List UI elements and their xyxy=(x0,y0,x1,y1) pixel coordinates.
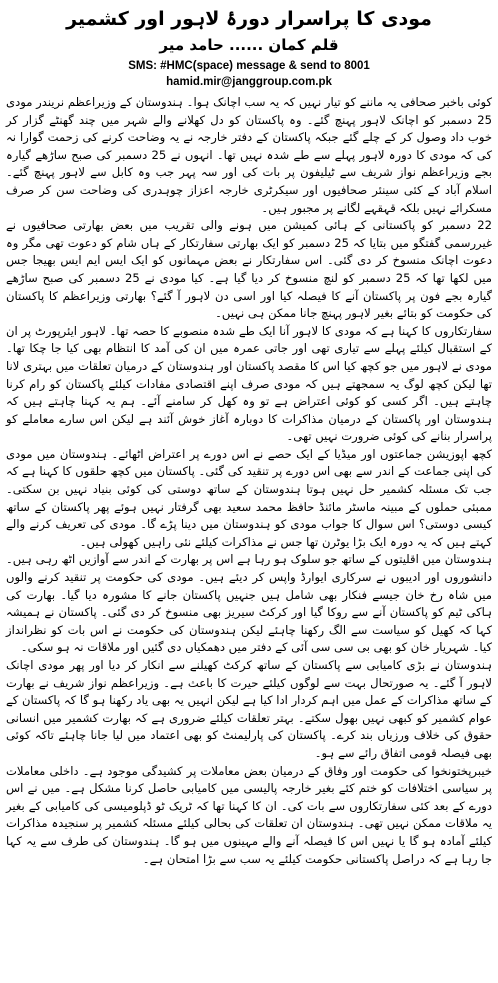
body-paragraph: خیبرپختونخوا کی حکومت اور وفاق کے درمیان بعض معاملات پر کشیدگی موجود ہے۔ داخلی معاملات پر سیاسی اختلافات کو ختم کئے بغیر خارجہ پالیسی میں کامیابی حاصل کرنا مشکل ہے۔ میں نے اس دورے کے بعد کئی سفارتکاروں سے بات کی۔ ان کا کہنا تھا کہ ٹریک ٹو ڈپلومیسی کی کامیابی کے بغیر یہ ملاقات ممکن نہیں تھی۔ ہندوستان ان تعلقات کی بحالی کیلئے مسئلہ کشمیر پر سنجیدہ مذاکرات کیلئے آمادہ ہو گا یا نہیں اس کا فیصلہ آنے والے مہینوں میں ہو گا۔ ہندوستان کی طرف سے یہ کہا جا رہا ہے کہ دراصل پاکستانی حکومت کیلئے یہ سب سے بڑا امتحان ہے۔ xyxy=(6,763,492,866)
column-headline: مودی کا پراسرار دورۂ لاہور اور کشمیر xyxy=(66,8,432,30)
body-paragraph: سفارتکاروں کا کہنا ہے کہ مودی کا لاہور آنا ایک طے شدہ منصوبے کا حصہ تھا۔ لاہور ایئرپورٹ پر ان کے استقبال کیلئے پہلے سے تیاری تھی اور جاتی عمرہ میں ان کی آمد کا انتظام بھی کیا جا چکا تھا۔ مودی نے لاہور میں جو کچھ کیا اس کا مقصد پاکستان اور ہندوستان کے درمیان تعلقات میں بہتری لانا تھا لیکن کچھ لوگ یہ سمجھتے ہیں کہ مودی صرف اپنے اقتصادی مفادات کیلئے پاکستان کو رام کرنا چاہتے ہیں۔ اگر کسی کو کوئی اعتراض ہے تو وہ کھل کر سامنے آئے۔ ہم یہ کہنا چاہتے ہیں کہ ہندوستان اور پاکستان کے درمیان مذاکرات کا دوبارہ آغاز خوش آئند ہے لیکن اس سارے معاملے کو پراسرار بنانے کی کوئی ضرورت نہیں تھی۔ xyxy=(6,323,492,444)
author-email: hamid.mir@janggroup.com.pk xyxy=(166,76,332,88)
column-byline: قلم کمان ...... حامد میر xyxy=(159,36,339,54)
body-paragraph: ہندوستان میں اقلیتوں کے ساتھ جو سلوک ہو رہا ہے اس پر بھارت کے اندر سے آوازیں اٹھ رہی ہیں۔ دانشوروں اور ادیبوں نے سرکاری ایوارڈ واپس کر دیئے ہیں۔ مودی کی حکومت پر تنقید کرنے والوں میں شاہ رخ خان جیسے فنکار بھی شامل ہیں جنہیں پاکستان جانے کا مشورہ دیا گیا۔ بھارت کی ہاکی ٹیم کو پاکستان آنے سے روکا گیا اور کرکٹ سیریز بھی منسوخ کر دی گئی۔ پاکستان نے ہمیشہ کہا کہ کھیل کو سیاست سے الگ رکھنا چاہئے لیکن ہندوستان کی حکومت نے اس بات کو نظرانداز کیا۔ شہریار خان کو بھی بی سی سی آئی کے دفتر میں دھمکیاں دی گئیں اور ملاقات نہ ہو سکی۔ xyxy=(6,552,492,655)
sms-instructions: SMS: #HMC(space) message & send to 8001 xyxy=(128,60,370,72)
body-paragraph: کوئی باخبر صحافی یہ ماننے کو تیار نہیں کہ یہ سب اچانک ہوا۔ ہندوستان کے وزیراعظم نریندر مودی 25 دسمبر کو اچانک لاہور پہنچ گئے۔ وہ پاکستان کو دل کھلانے والے شہر میں چند گھنٹے گزار کر خوب داد وصول کر کے چلے گئے جبکہ پاکستان کے دفتر خارجہ نے یہ وضاحت کرنے کی زحمت گوارا نہ کی کہ مودی کا دورہ لاہور پہلے سے طے شدہ نہیں تھا۔ انہوں نے 25 دسمبر کی صبح ساڑھے گیارہ بجے وزیراعظم نواز شریف سے ٹیلیفون پر بات کی اور سہ پہر جب وہ کابل سے لاہور پہنچ گئے۔ اسلام آباد کے کئی سینئر صحافیوں اور سیکرٹری خارجہ اعزاز چوہدری کی وضاحت سن کر صرف مسکرائے نہیں بلکہ قہقہے لگانے پر مجبور ہیں۔ xyxy=(6,95,492,215)
body-paragraph: کچھ اپوزیشن جماعتوں اور میڈیا کے ایک حصے نے اس دورے پر اعتراض اٹھائے۔ ہندوستان میں مودی کی اپنی جماعت کے اندر سے بھی اس دورے پر تنقید کی گئی۔ پاکستان میں کچھ حلقوں کا کہنا ہے کہ جب تک مسئلہ کشمیر حل نہیں ہوتا ہندوستان کے ساتھ دوستی کی کوئی بنیاد نہیں بن سکتی۔ ممبئی حملوں کے مبینہ ماسٹر مائنڈ حافظ محمد سعید بھی گرفتار نہیں ہوئے پھر پاکستان کے ساتھ کیسی دوستی؟ اس سوال کا جواب مودی کو ہندوستان میں دینا پڑے گا۔ مودی کی تعریف کرنے والے کہتے ہیں کہ یہ دورہ ایک بڑا یوٹرن تھا جس نے مذاکرات کیلئے نئی راہیں کھولی ہیں۔ xyxy=(6,446,492,549)
body-paragraph: 22 دسمبر کو پاکستانی کے ہائی کمیشن میں ہونے والی تقریب میں بعض بھارتی صحافیوں نے غیررسمی گفتگو میں بتایا کہ 25 دسمبر کو ایک بھارتی سفارتکار کے ہاں شام کو دعوت تھی مگر وہ دعوت اچانک منسوخ کر دی گئی۔ اس سفارتکار نے بعض مہمانوں کو ایک ایس ایم ایس بھیجا جس میں لکھا تھا کہ 25 دسمبر کو لنچ منسوخ کر دیا گیا ہے۔ کیا مودی نے 25 دسمبر کی صبح ساڑھے گیارہ بجے فون پر پاکستان آنے کا فیصلہ کیا اور اسی دن لاہور آ گئے؟ بھارتی وزیراعظم کا پاکستان کی حکومت کو بتائے بغیر لاہور پہنچ جانا ممکن ہی نہیں۔ xyxy=(6,218,493,321)
body-paragraph: ہندوستان نے بڑی کامیابی سے پاکستان کے ساتھ کرکٹ کھیلنے سے انکار کر دیا اور پھر مودی اچانک لاہور آ گئے۔ یہ صورتحال بہت سے لوگوں کیلئے حیرت کا باعث ہے۔ وزیراعظم نواز شریف نے بھارت کے ساتھ مذاکرات کے عمل میں اہم کردار ادا کیا ہے لیکن انہیں یہ بھی یاد رکھنا ہو گا کہ پاکستان کے عوام کشمیر کو کبھی نہیں بھول سکتے۔ بہتر تعلقات کیلئے ضروری ہے کہ بھارت کشمیر میں انسانی حقوق کی خلاف ورزیاں بند کرے۔ پاکستان کی پارلیمنٹ کو بھی اعتماد میں لیا جانا چاہئے تاکہ کوئی بھی فیصلہ قومی اتفاق رائے سے ہو۔ xyxy=(6,658,492,760)
column-body xyxy=(6,94,492,868)
